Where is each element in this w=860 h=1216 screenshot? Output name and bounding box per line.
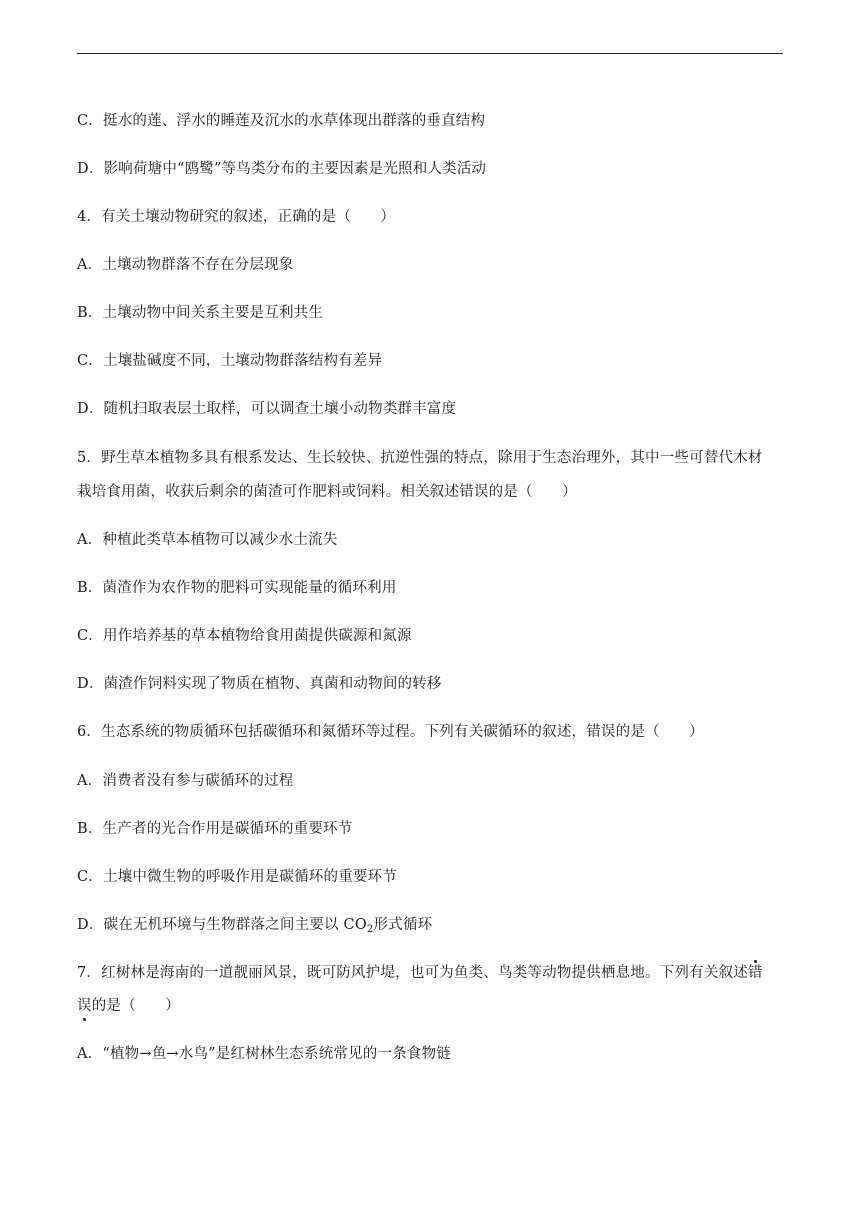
co2-subscript: 2: [366, 924, 374, 935]
option-5a: A．种植此类草本植物可以减少水土流失: [77, 532, 338, 548]
option-6d-text-end: 形式循环: [373, 917, 433, 933]
question-4: 4．有关土壤动物研究的叙述，正确的是（ ）: [77, 209, 396, 225]
question-7-line-2: [77, 996, 180, 1016]
emphasis-char-wu: 误: [77, 998, 92, 1014]
emphasis-char-cuo: 错: [747, 965, 763, 981]
option-6c: C．土壤中微生物的呼吸作用是碳循环的重要环节: [77, 869, 397, 885]
option-6a: A．消费者没有参与碳循环的过程: [77, 773, 294, 789]
option-4c: C．土壤盐碱度不同，土壤动物群落结构有差异: [77, 353, 383, 369]
question-7-text: 7．红树林是海南的一道靓丽风景，既可防风护堤，也可为鱼类、鸟类等动物提供栖息地。下列有关叙述: [77, 965, 748, 981]
option-5b: B．菌渣作为农作物的肥料可实现能量的循环利用: [77, 580, 397, 596]
option-3d: D．影响荷塘中“鸥鹭”等鸟类分布的主要因素是光照和人类活动: [77, 161, 487, 177]
option-6b: B．生产者的光合作用是碳循环的重要环节: [77, 821, 353, 837]
question-6: 6．生态系统的物质循环包括碳循环和氮循环等过程。下列有关碳循环的叙述，错误的是（ ）: [77, 724, 704, 740]
option-5d: D．菌渣作饲料实现了物质在植物、真菌和动物间的转移: [77, 676, 442, 692]
option-4d: D．随机扫取表层土取样，可以调查土壤小动物类群丰富度: [77, 401, 457, 417]
option-5c: C．用作培养基的草本植物给食用菌提供碳源和氮源: [77, 628, 412, 644]
option-7a: A．“植物→鱼→水鸟”是红树林生态系统常见的一条食物链: [77, 1046, 451, 1062]
question-7-text-end: 的是（ ）: [91, 998, 180, 1014]
question-7-line-1: [77, 963, 763, 983]
option-4a: A．土壤动物群落不存在分层现象: [77, 257, 294, 273]
option-4b: B．土壤动物中间关系主要是互利共生: [77, 305, 324, 321]
option-6d: [77, 915, 432, 940]
option-3c: C．挺水的莲、浮水的睡莲及沉水的水草体现出群落的垂直结构: [77, 113, 486, 129]
header-rule: [77, 53, 783, 54]
question-5-line-2: 栽培食用菌，收获后剩余的菌渣可作肥料或饲料。相关叙述错误的是（ ）: [77, 484, 577, 500]
question-5-line-1: 5．野生草本植物多具有根系发达、生长较快、抗逆性强的特点，除用于生态治理外，其中一些可替代木材: [77, 450, 763, 466]
option-6d-text: D．碳在无机环境与生物群落之间主要以 CO: [77, 917, 367, 933]
